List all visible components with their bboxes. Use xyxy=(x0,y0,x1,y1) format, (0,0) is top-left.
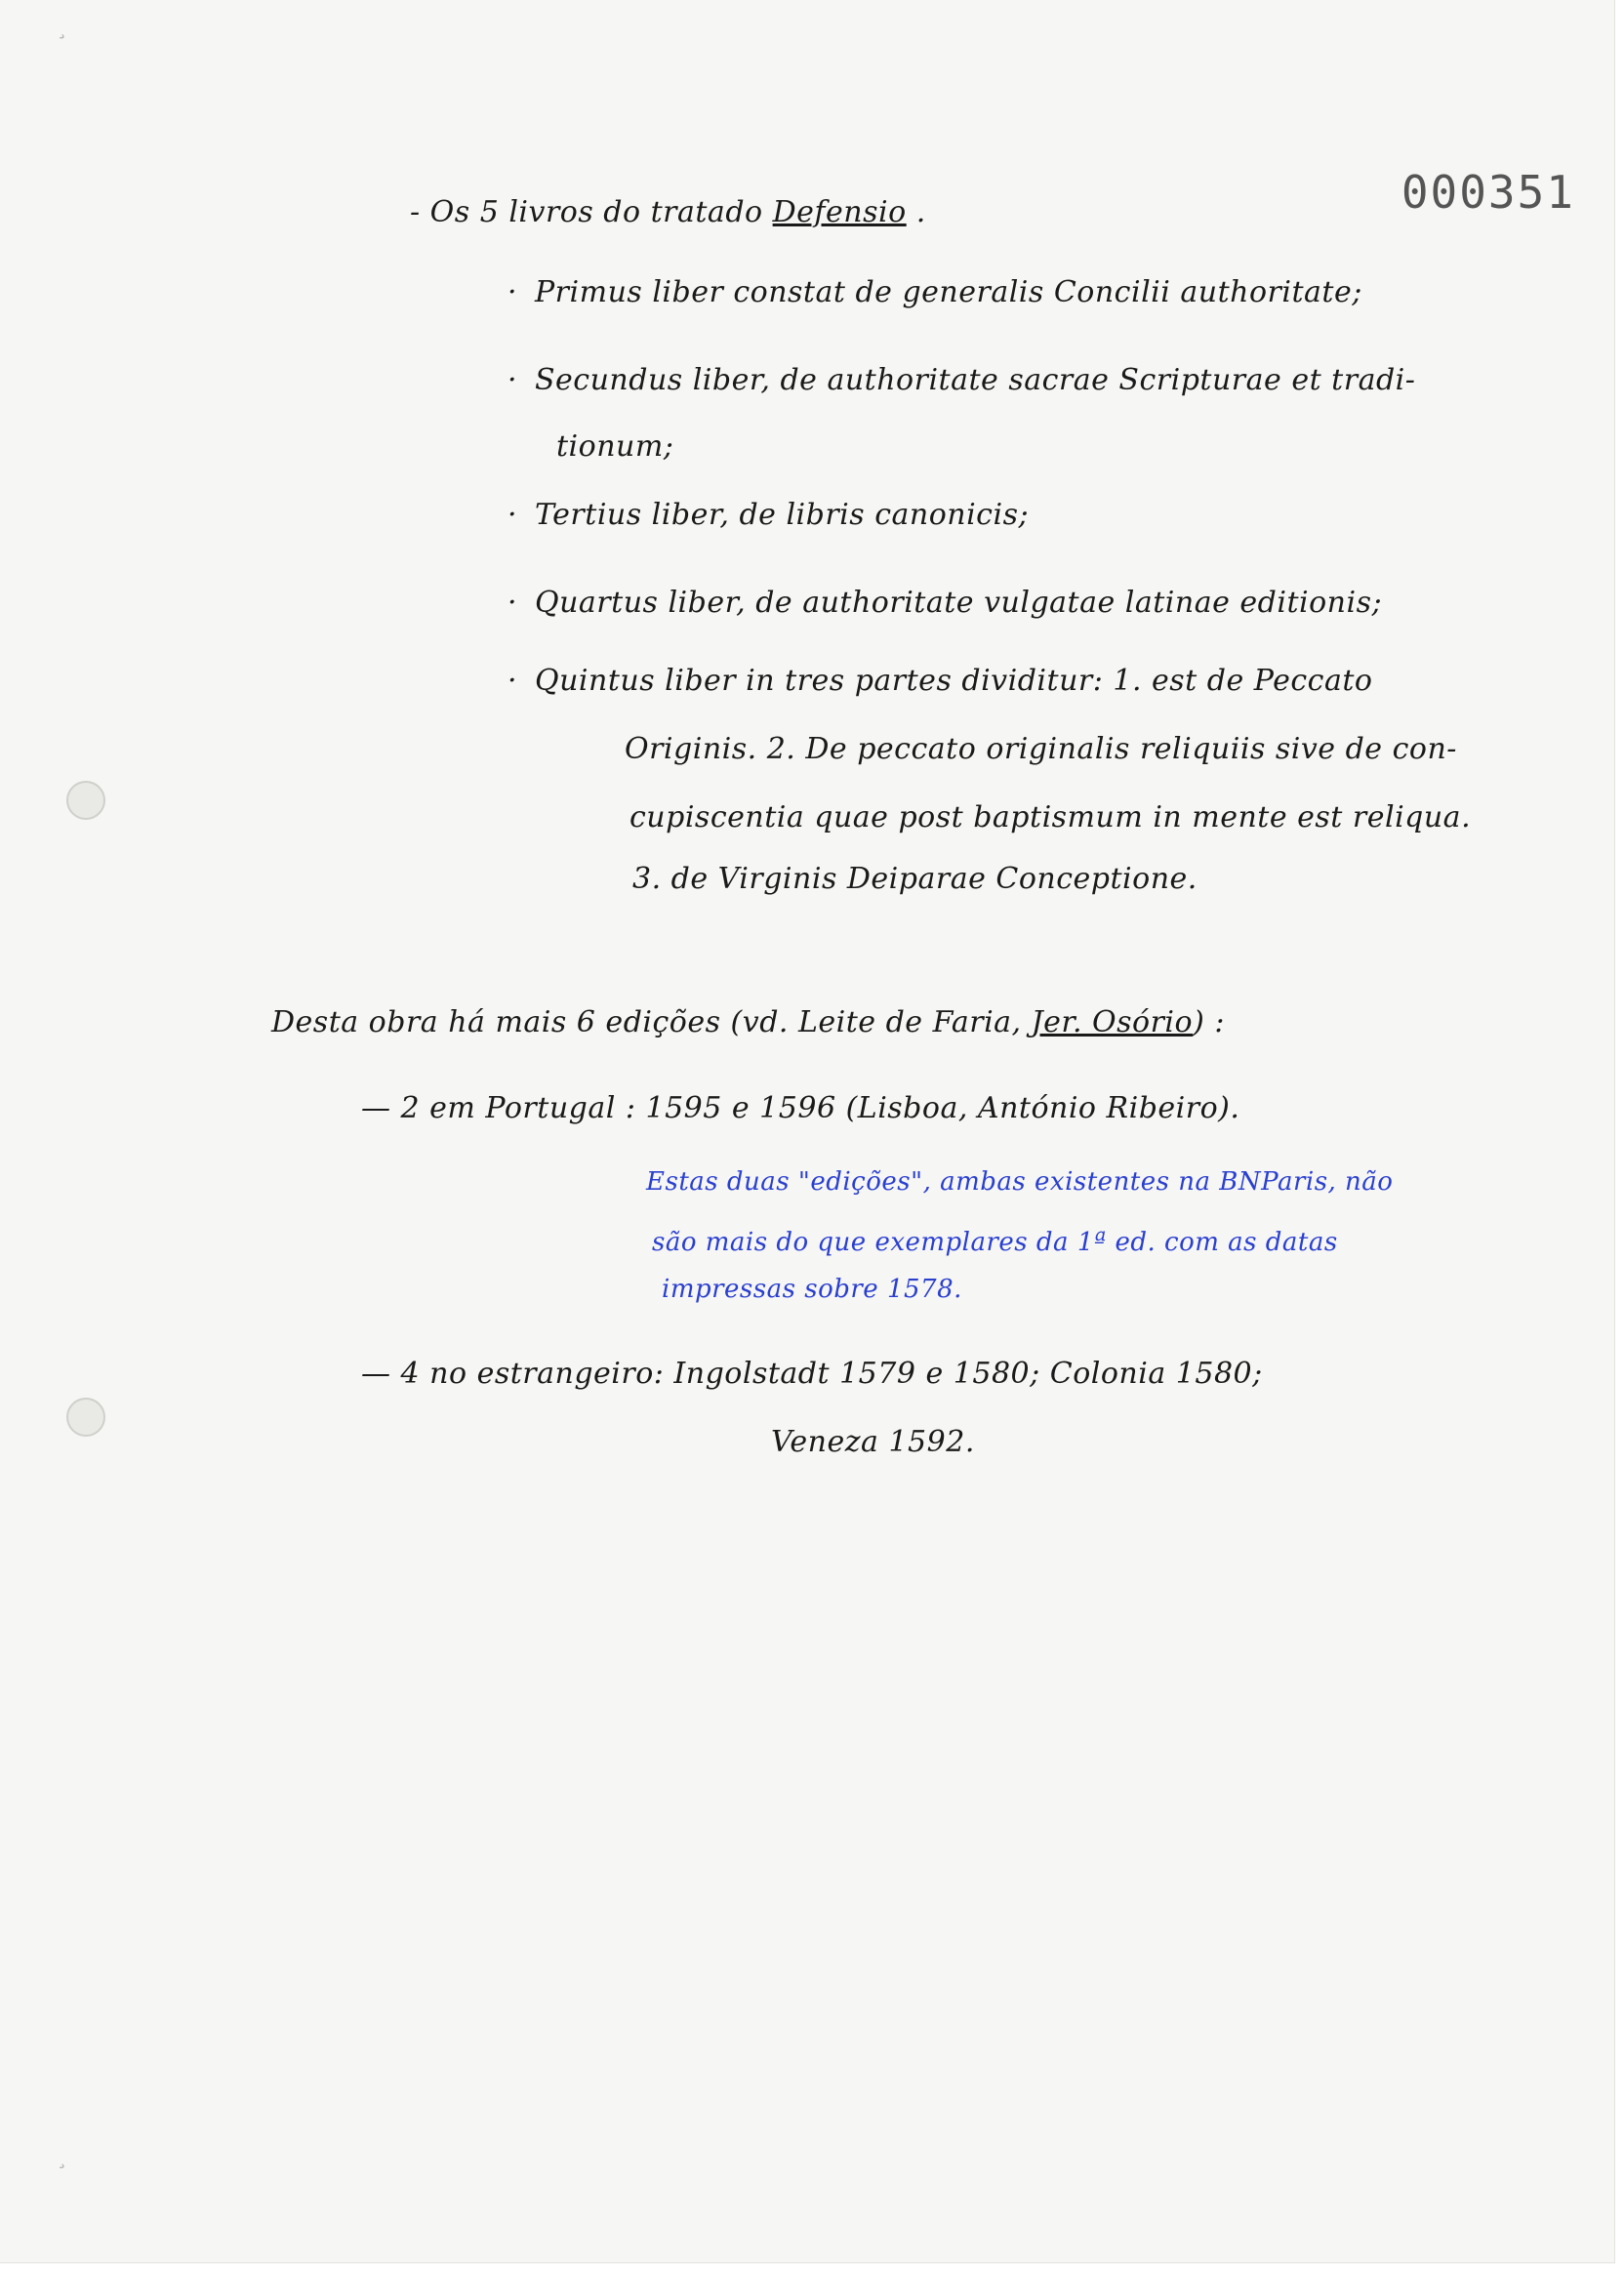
staple-mark-bottom: ¸ xyxy=(57,2145,67,2170)
list-item-continuation: 3. de Virginis Deiparae Conceptione. xyxy=(632,862,1198,896)
list-item: · Secundus liber, de authoritate sacrae Scripturae et tradi- xyxy=(508,363,1416,397)
editions-portugal: — 2 em Portugal : 1595 e 1596 (Lisboa, António Ribeiro). xyxy=(361,1091,1240,1125)
punch-hole-lower xyxy=(66,1398,105,1437)
blue-note-line: impressas sobre 1578. xyxy=(662,1275,962,1304)
heading-title: Defensio xyxy=(772,195,907,229)
editions-intro: Desta obra há mais 6 edições (vd. Leite de Faria, Jer. Osório) : xyxy=(271,1005,1225,1039)
punch-hole-upper xyxy=(66,781,105,820)
heading-prefix: - Os 5 livros do tratado xyxy=(410,195,773,229)
blue-note-line: são mais do que exemplares da 1ª ed. com as datas xyxy=(652,1228,1338,1257)
list-item: · Quintus liber in tres partes dividitur: 1. est de Peccato xyxy=(508,664,1373,698)
list-item-continuation: Originis. 2. De peccato originalis reliquiis sive de con- xyxy=(625,732,1457,766)
list-item-continuation: tionum; xyxy=(556,429,674,464)
list-item: · Quartus liber, de authoritate vulgatae latinae editionis; xyxy=(508,586,1383,620)
list-item: · Primus liber constat de generalis Concilii authoritate; xyxy=(508,275,1362,309)
page-number-stamp: 000351 xyxy=(1401,166,1575,219)
blue-note-line: Estas duas "edições", ambas existentes na BNParis, não xyxy=(646,1167,1394,1197)
list-item-continuation: cupiscentia quae post baptismum in mente est reliqua. xyxy=(629,800,1472,834)
list-item: · Tertius liber, de libris canonicis; xyxy=(508,498,1030,532)
editions-abroad-continuation: Veneza 1592. xyxy=(771,1425,975,1459)
staple-mark-top: ¸ xyxy=(57,16,67,40)
editions-abroad: — 4 no estrangeiro: Ingolstadt 1579 e 1580; Colonia 1580; xyxy=(361,1357,1263,1391)
heading-suffix: . xyxy=(906,195,926,229)
heading-line xyxy=(410,195,926,229)
